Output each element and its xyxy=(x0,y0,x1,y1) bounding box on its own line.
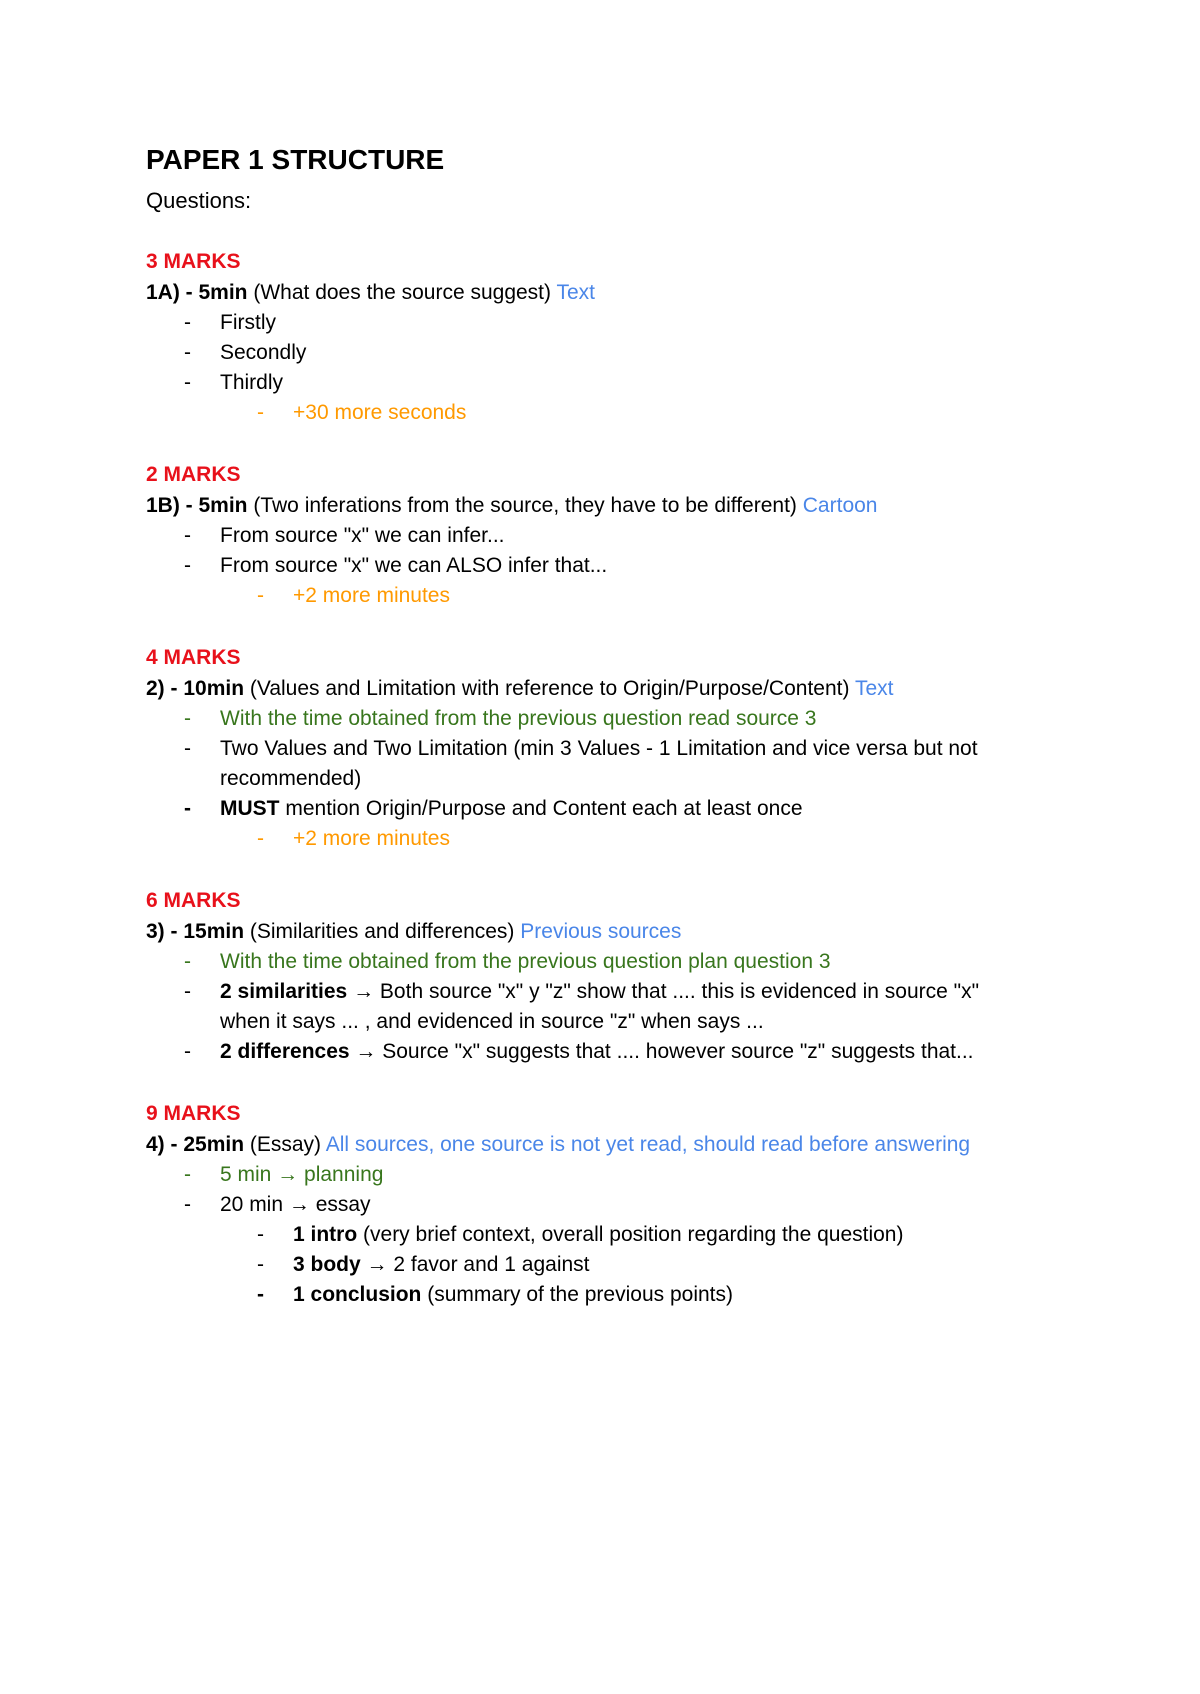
q4-code: 4) - 25min xyxy=(146,1133,245,1156)
list-item: - 3 body → 2 favor and 1 against xyxy=(257,1253,590,1276)
list-item-continuation: when it says ... , and evidenced in source "z" when says ... xyxy=(220,1010,764,1033)
list-item: - 2 differences → Source "x" suggests that .... however source "z" suggests that... xyxy=(184,1040,974,1063)
q1a-tag: Text xyxy=(556,281,595,304)
list-item: - 20 min → essay xyxy=(184,1193,371,1216)
list-item: - Secondly xyxy=(184,341,307,364)
list-item: - From source "x" we can infer... xyxy=(184,524,505,547)
q3-heading xyxy=(146,918,681,946)
q1a-extra-time: - +30 more seconds xyxy=(257,401,467,424)
q3-code: 3) - 15min xyxy=(146,920,245,943)
list-item: - 2 similarities → Both source "x" y "z" show that .... this is evidenced in source "x" xyxy=(184,980,980,1003)
q2-tag: Text xyxy=(854,677,894,700)
q3-desc: (Similarities and differences) xyxy=(249,920,515,943)
q3-tag: Previous sources xyxy=(520,920,682,943)
page-title: PAPER 1 STRUCTURE xyxy=(146,144,445,175)
list-item: - Firstly xyxy=(184,311,276,334)
q4-heading xyxy=(146,1131,970,1159)
q1b-code: 1B) - 5min xyxy=(146,494,248,517)
q2-green-note: - With the time obtained from the previous question read source 3 xyxy=(184,707,817,730)
list-item: - Two Values and Two Limitation (min 3 Values - 1 Limitation and vice versa but not xyxy=(184,737,978,760)
q4-desc: (Essay) xyxy=(249,1133,322,1156)
q3-green-note: - With the time obtained from the previous question plan question 3 xyxy=(184,950,831,973)
q1a-marks: 3 MARKS xyxy=(146,250,241,273)
q1a-desc: (What does the source suggest) xyxy=(253,281,552,304)
q4-marks: 9 MARKS xyxy=(146,1102,241,1125)
q4-green-note: - 5 min → planning xyxy=(184,1163,384,1186)
list-item: - MUST mention Origin/Purpose and Content each at least once xyxy=(184,797,803,820)
q3-marks: 6 MARKS xyxy=(146,889,241,912)
list-item: - Thirdly xyxy=(184,371,284,394)
q2-code: 2) - 10min xyxy=(146,677,245,700)
list-item: - 1 intro (very brief context, overall position regarding the question) xyxy=(257,1223,904,1246)
q1b-marks: 2 MARKS xyxy=(146,463,241,486)
q1b-tag: Cartoon xyxy=(802,494,878,517)
q2-marks: 4 MARKS xyxy=(146,646,241,669)
q1a-code: 1A) - 5min xyxy=(146,281,248,304)
list-item: - 1 conclusion (summary of the previous points) xyxy=(257,1283,733,1306)
q1a-heading xyxy=(146,279,595,307)
q1b-heading xyxy=(146,492,877,520)
q2-extra-time: - +2 more minutes xyxy=(257,827,450,850)
q1b-extra-time: - +2 more minutes xyxy=(257,584,450,607)
q2-desc: (Values and Limitation with reference to Origin/Purpose/Content) xyxy=(249,677,850,700)
q4-tag: All sources, one source is not yet read, should read before answering xyxy=(325,1133,971,1156)
list-item: - From source "x" we can ALSO infer that... xyxy=(184,554,608,577)
list-item-continuation: recommended) xyxy=(220,767,362,790)
q2-heading xyxy=(146,675,893,703)
q1b-desc: (Two inferations from the source, they have to be different) xyxy=(253,494,797,517)
page-subtitle: Questions: xyxy=(146,188,252,213)
